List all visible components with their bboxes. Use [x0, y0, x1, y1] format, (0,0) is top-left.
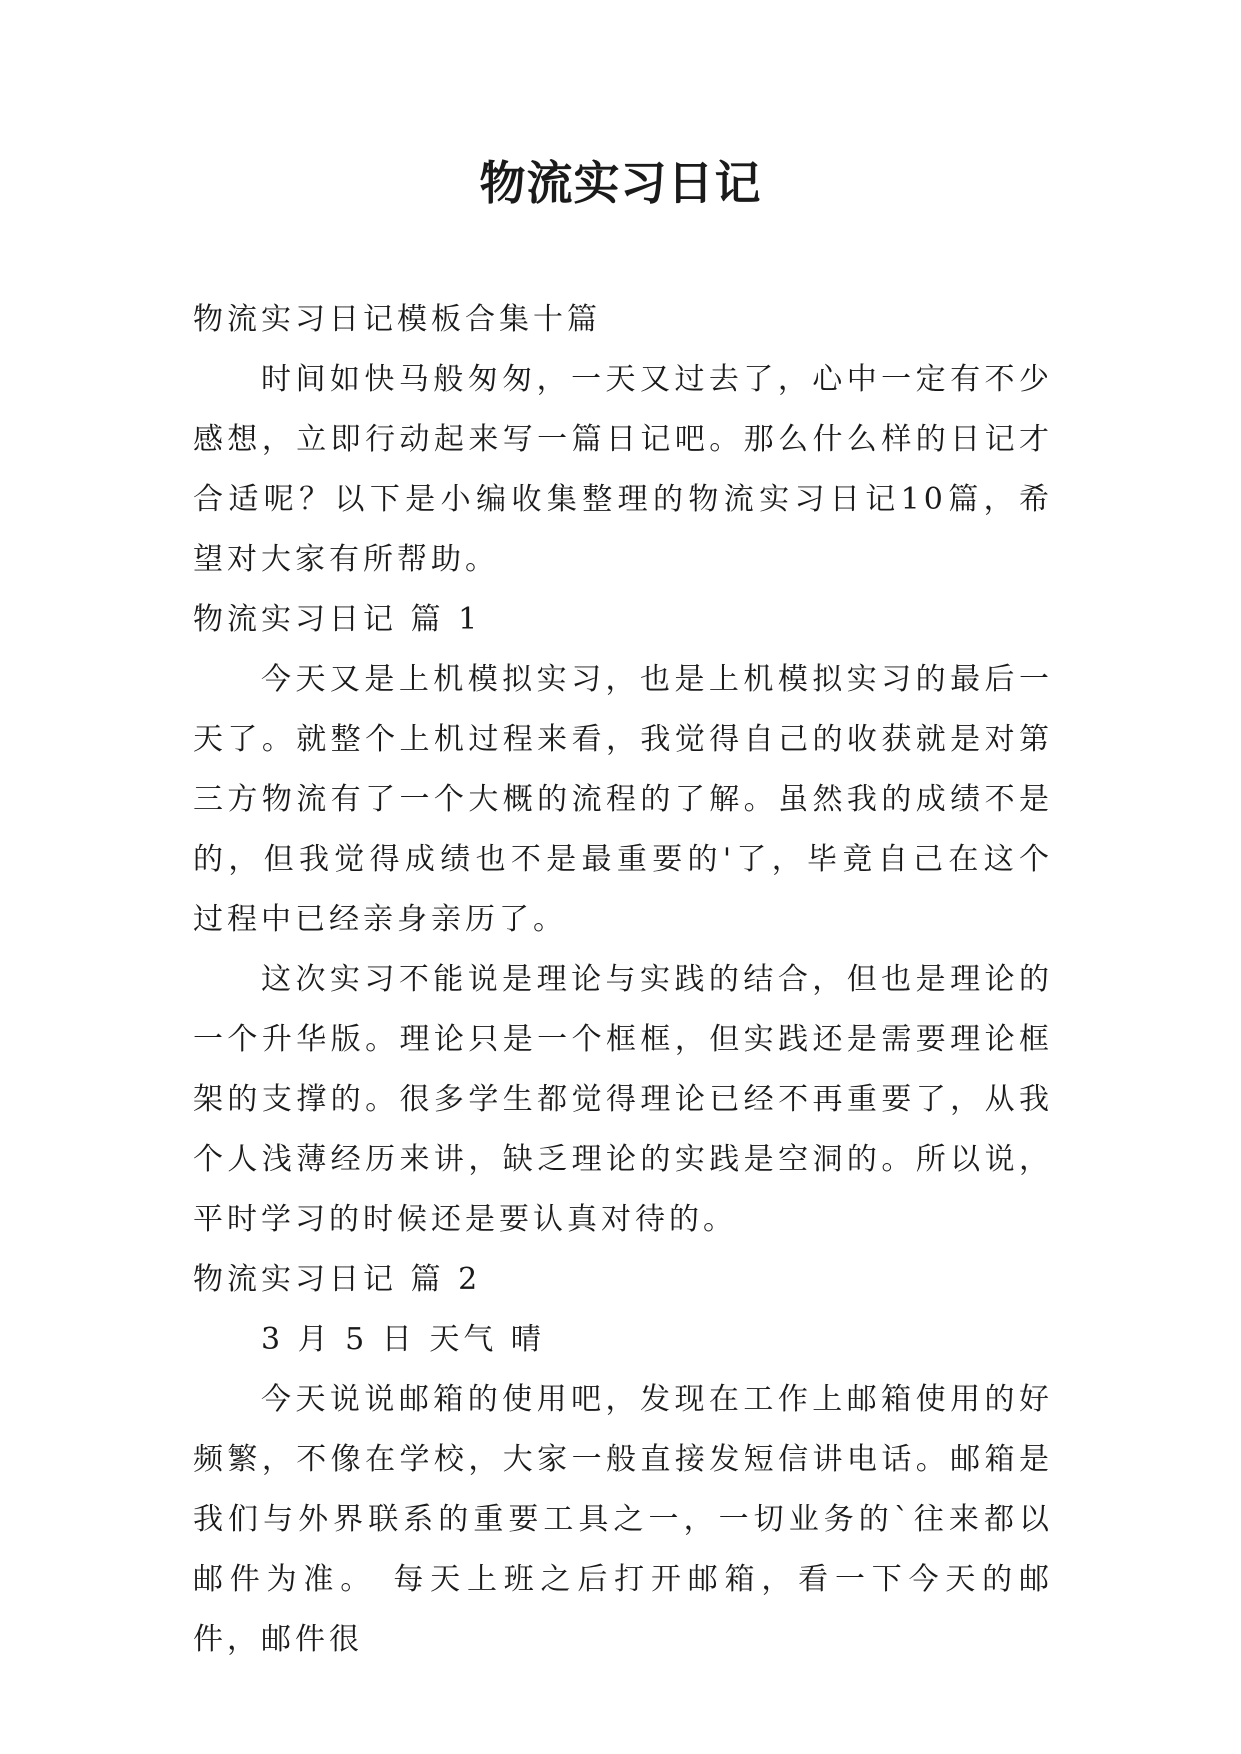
section-heading: 物流实习日记 篇 1 — [193, 602, 482, 637]
section-paragraph: 今天又是上机模拟实习，也是上机模拟实习的最后一天了。就整个上机过程来看，我觉得自己的收获就是对第三方物流有了一个大概的流程的了解。虽然我的成绩不是的，但我觉得成绩也不是最重要的'了，毕竟自己在这个过程中已经亲身亲历了。 — [193, 662, 1053, 937]
section-paragraph: 这次实习不能说是理论与实践的结合，但也是理论的一个升华版。理论只是一个框框，但实践还是需要理论框架的支撑的。很多学生都觉得理论已经不再重要了，从我个人浅薄经历来讲，缺乏理论的实践是空洞的。所以说，平时学习的时候还是要认真对待的。 — [193, 962, 1053, 1237]
section-heading: 物流实习日记 篇 2 — [193, 1262, 482, 1297]
section-paragraph: 今天说说邮箱的使用吧，发现在工作上邮箱使用的好频繁，不像在学校，大家一般直接发短信讲电话。邮箱是我们与外界联系的重要工具之一，一切业务的`往来都以邮件为准。 每天上班之后打开邮箱，看一下今天的邮件，邮件很 — [193, 1382, 1053, 1657]
date-weather-line: 3 月 5 日 天气 晴 — [261, 1322, 545, 1357]
document-subtitle: 物流实习日记模板合集十篇 — [193, 302, 601, 337]
document-body — [193, 290, 1053, 1670]
intro-paragraph: 时间如快马般匆匆，一天又过去了，心中一定有不少感想，立即行动起来写一篇日记吧。那么什么样的日记才合适呢？以下是小编收集整理的物流实习日记10篇，希望对大家有所帮助。 — [193, 362, 1053, 577]
document-title: 物流实习日记 — [479, 156, 762, 210]
